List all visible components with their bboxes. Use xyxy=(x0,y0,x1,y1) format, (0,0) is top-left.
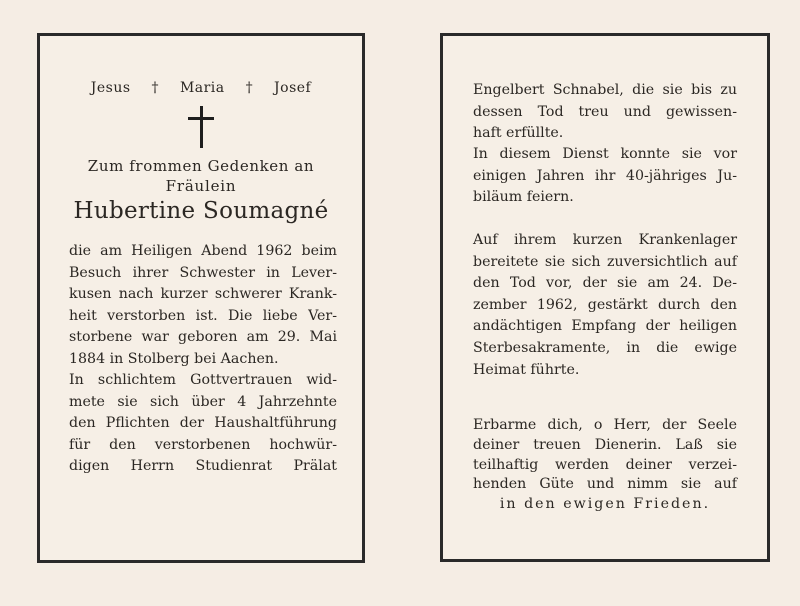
text-line: bereitete sie sich zuversichtlich auf xyxy=(473,253,737,270)
text-line: Sterbesakramente, in die ewige xyxy=(473,339,737,356)
header-josef: Josef xyxy=(274,80,312,96)
small-cross-icon: † xyxy=(245,80,254,96)
text-line: Besuch ihrer Schwester in Lever- xyxy=(69,264,337,281)
text-line: für den verstorbenen hochwür- xyxy=(69,436,337,453)
text-line: mete sie sich über 4 Jahrzehnte xyxy=(69,393,337,410)
text-line: andächtigen Empfang der heiligen xyxy=(473,318,737,335)
header-jesus: Jesus xyxy=(90,80,131,96)
text-line: den Tod vor, der sie am 24. De- xyxy=(473,275,737,292)
text-line: Engelbert Schnabel, die sie bis zu xyxy=(473,82,737,98)
text-line: kusen nach kurzer schwerer Krank- xyxy=(69,286,337,303)
cross-icon xyxy=(188,106,214,148)
paragraph-continuation xyxy=(473,80,737,145)
text-line: teilhaftig werden deiner verzei- xyxy=(473,456,737,473)
text-line: zember 1962, gestärkt durch den xyxy=(473,296,737,313)
text-line: in den ewigen Frieden. xyxy=(499,496,711,513)
text-line: deiner treuen Dienerin. Laß sie xyxy=(473,436,737,453)
text-line: heit verstorben ist. Die liebe Ver- xyxy=(69,307,337,324)
title-line: Fräulein xyxy=(165,177,237,195)
header-maria: Maria xyxy=(179,80,225,96)
text-line: In diesem Dienst konnte sie vor xyxy=(473,146,737,162)
paragraph-death xyxy=(473,230,737,381)
text-line: 1884 in Stolberg bei Aachen. xyxy=(69,350,279,367)
paragraph-biography xyxy=(69,241,337,371)
text-line: die am Heiligen Abend 1962 beim xyxy=(69,243,337,259)
text-line: biläum feiern. xyxy=(473,189,574,206)
small-cross-icon: † xyxy=(151,80,159,96)
prayer xyxy=(473,416,737,515)
text-line: henden Güte und nimm sie auf xyxy=(473,476,737,493)
text-line: digen Herrn Studienrat Prälat xyxy=(69,458,337,475)
header-invocation xyxy=(40,80,362,96)
paragraph-jubilee xyxy=(473,144,737,209)
intro-line: Zum frommen Gedenken an xyxy=(87,157,315,175)
text-line: den Pflichten der Haushaltführung xyxy=(69,415,337,432)
paragraph-service xyxy=(69,370,337,478)
deceased-name: Hubertine Soumagné xyxy=(73,198,329,224)
text-line: storbene war geboren am 29. Mai xyxy=(69,329,337,346)
right-card-page xyxy=(440,33,770,562)
text-line: haft erfüllte. xyxy=(473,125,564,142)
text-line: Heimat führte. xyxy=(473,361,580,378)
left-card-page xyxy=(37,33,365,563)
text-line: Auf ihrem kurzen Krankenlager xyxy=(473,232,737,248)
text-line: dessen Tod treu und gewissen- xyxy=(473,103,737,120)
text-line: In schlichtem Gottvertrauen wid- xyxy=(69,372,337,388)
text-line: einigen Jahren ihr 40-jähriges Ju- xyxy=(473,167,737,184)
text-line: Erbarme dich, o Herr, der Seele xyxy=(473,417,737,433)
